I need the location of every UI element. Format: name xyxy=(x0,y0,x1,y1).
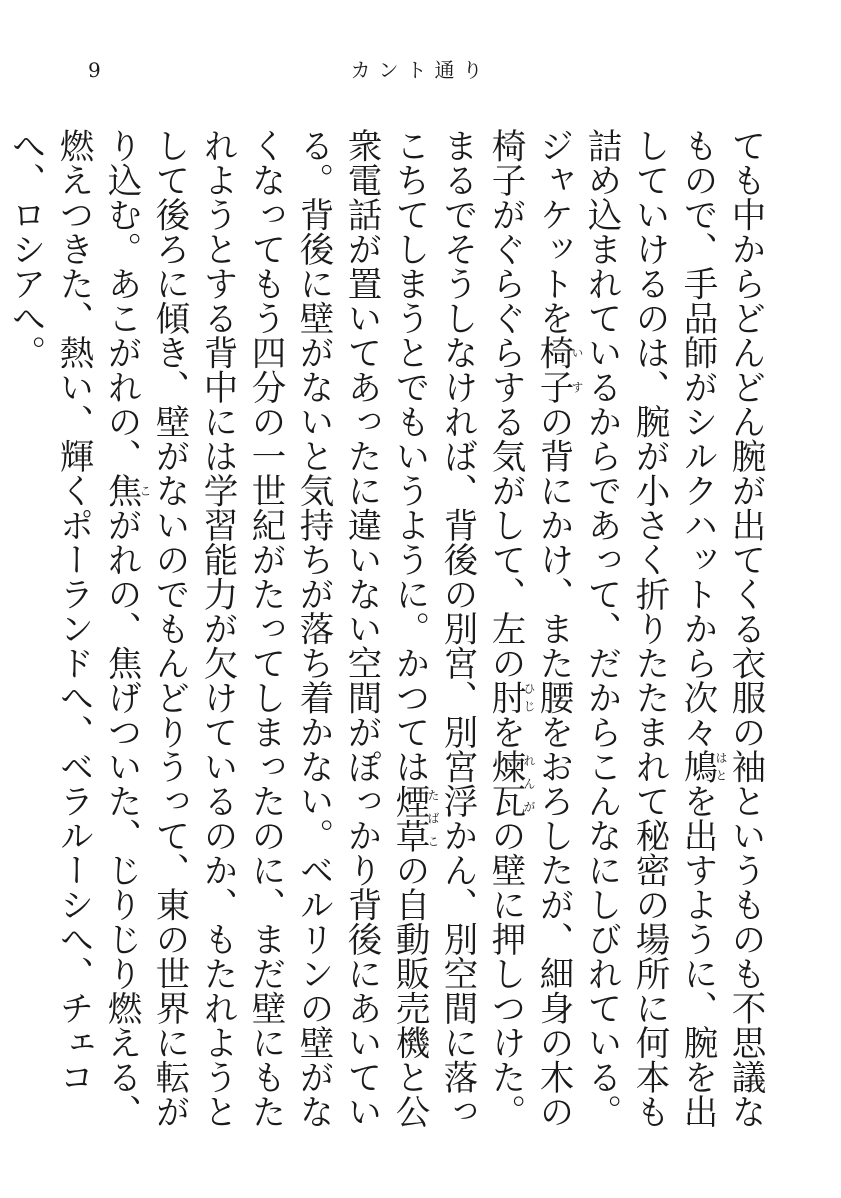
ruby-annotation xyxy=(485,680,536,715)
ruby-reading: ひじ xyxy=(522,680,536,715)
paragraph-2 xyxy=(0,128,1,1138)
text-segment: を出すように、腕を出していけるのは、腕が小さく折りたたまれて秘密の場所に何本も詰め込まれているからであって、だからこんなにしびれている。ジャケットを xyxy=(533,128,717,1129)
text-segment: がれの、焦げついた、じりじり燃える、燃えつきた、熱い、輝くポーランドへ、ベラルーシへ、チェコへ、ロシアへ。 xyxy=(5,128,141,1129)
paragraph-1 xyxy=(1,128,769,1138)
ruby-base: 焦 xyxy=(101,473,141,508)
ruby-reading: はと xyxy=(714,749,728,784)
text-segment: の壁に押しつけた。まるでそうしなければ、背後の別宮、別宮浮かん、別空間に落っこちてしまうとでもいうように。かつては xyxy=(389,128,525,1129)
ruby-reading: こ xyxy=(138,473,152,508)
page-number: 9 xyxy=(88,58,101,82)
ruby-annotation xyxy=(485,749,536,818)
ruby-reading: れんが xyxy=(522,749,536,818)
ruby-annotation xyxy=(533,335,584,404)
text-segment: の背にかけ、また腰をおろしたが、細身の木の椅子がぐらぐらする気がして、左の xyxy=(485,128,573,1129)
ruby-base: 椅子 xyxy=(533,335,573,404)
text-segment: ても中からどんどん腕が出てくる衣服の袖というものも不思議なもので、手品師がシルクハットから次々 xyxy=(677,128,765,1129)
ruby-base: 鳩 xyxy=(677,749,717,784)
ruby-base: 肘 xyxy=(485,680,525,715)
running-title: カント通り xyxy=(350,58,491,82)
ruby-base: 煙草 xyxy=(389,783,429,853)
ruby-annotation xyxy=(101,473,152,508)
ruby-reading: たばこ xyxy=(426,783,440,853)
ruby-annotation xyxy=(389,783,440,853)
body-text xyxy=(5,128,769,1138)
ruby-base: 煉瓦 xyxy=(485,749,525,818)
text-segment: の自動販売機と公衆電話が置いてあったに違いない空間がぽっかり背後にあいている。背後に壁がないと気持ちが落ち着かない。ベルリンの壁がなくなってもう四分の一世紀がたってしまったのに、まだ壁にもたれようとする背中には学習能力が欠けているのか、もたれようとして後ろに傾き、壁がないのでもんどりうって、東の世界に転がり込む。あこがれの、 xyxy=(101,128,429,1129)
text-segment: を xyxy=(485,714,525,749)
ruby-annotation xyxy=(677,749,728,784)
ruby-reading: いす xyxy=(570,335,584,404)
